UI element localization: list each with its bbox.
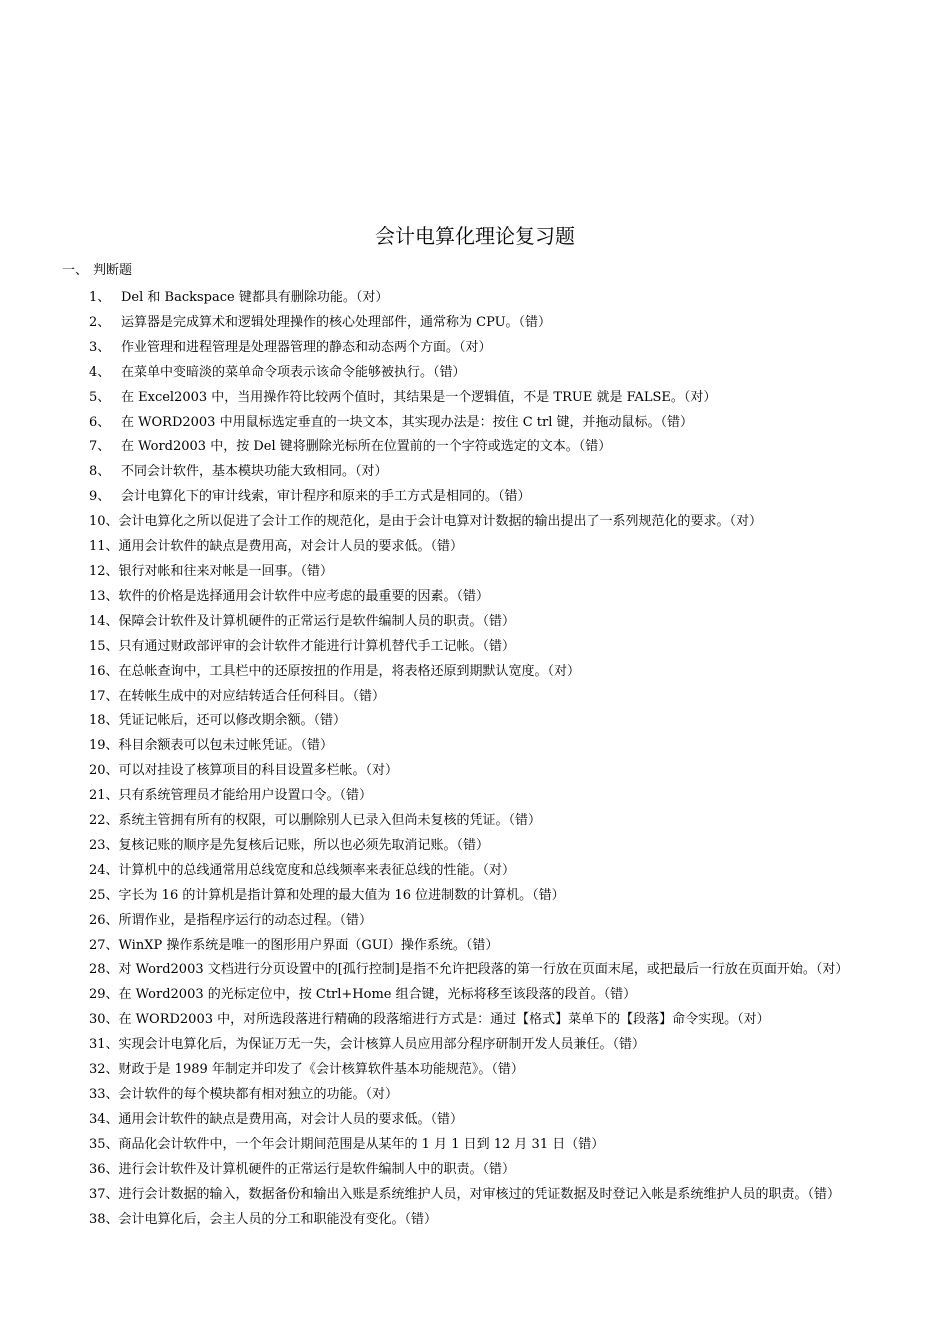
question-item bbox=[89, 1083, 899, 1108]
question-item bbox=[89, 958, 899, 983]
question-text: 商品化会计软件中，一个年会计期间范围是从某年的 1 月 1 日到 12 月 31 日（错） bbox=[118, 1136, 605, 1152]
question-number: 11、 bbox=[89, 539, 119, 555]
question-item bbox=[89, 983, 899, 1008]
question-text: 银行对帐和往来对帐是一回事。（错） bbox=[118, 563, 334, 579]
question-item bbox=[89, 1058, 899, 1083]
question-number: 12、 bbox=[89, 563, 119, 579]
question-item bbox=[89, 635, 899, 660]
question-item bbox=[89, 411, 899, 436]
question-text: 在 WORD2003 中，对所选段落进行精确的段落缩进行方式是：通过【格式】菜单下的【段落】命令实现。（对） bbox=[118, 1012, 770, 1028]
section-heading-text: 判断题 bbox=[93, 263, 133, 278]
question-text: 会计电算化下的审计线索，审计程序和原来的手工方式是相同的。（错） bbox=[121, 489, 531, 505]
question-item bbox=[89, 834, 899, 859]
question-text: Del 和 Backspace 键都具有删除功能。（对） bbox=[121, 290, 389, 305]
question-item bbox=[89, 510, 899, 535]
question-number: 1、 bbox=[89, 290, 111, 305]
question-number: 38、 bbox=[89, 1211, 119, 1227]
question-item bbox=[89, 1158, 899, 1183]
question-item bbox=[89, 884, 899, 909]
question-item bbox=[89, 1208, 899, 1233]
question-text: 只有通过财政部评审的会计软件才能进行计算机替代手工记帐。（错） bbox=[118, 638, 516, 654]
section-heading bbox=[62, 261, 132, 281]
question-item bbox=[89, 535, 899, 560]
question-number: 37、 bbox=[89, 1186, 119, 1202]
question-item bbox=[89, 386, 899, 411]
question-number: 35、 bbox=[89, 1136, 119, 1152]
question-number: 32、 bbox=[89, 1062, 119, 1078]
question-text: 软件的价格是选择通用会计软件中应考虑的最重要的因素。（错） bbox=[118, 588, 490, 604]
question-text: 通用会计软件的缺点是费用高，对会计人员的要求低。（错） bbox=[118, 1111, 464, 1127]
question-number: 29、 bbox=[89, 987, 119, 1003]
question-text: 在总帐查询中，工具栏中的还原按扭的作用是，将表格还原到期默认宽度。（对） bbox=[118, 663, 581, 679]
question-item bbox=[89, 485, 899, 510]
question-item bbox=[89, 336, 899, 361]
question-number: 16、 bbox=[89, 663, 119, 679]
question-item bbox=[89, 759, 899, 784]
question-text: 会计电算化后，会主人员的分工和职能没有变化。（错） bbox=[118, 1211, 438, 1227]
question-item bbox=[89, 660, 899, 685]
question-text: 在菜单中变暗淡的菜单命令项表示该命令能够被执行。（错） bbox=[121, 364, 466, 380]
question-item bbox=[89, 909, 899, 934]
question-number: 33、 bbox=[89, 1087, 119, 1102]
question-text: 在 WORD2003 中用鼠标选定垂直的一块文本，其实现办法是：按住 C trl 键，并拖动鼠标。（错） bbox=[121, 414, 694, 430]
question-text: 会计软件的每个模块都有相对独立的功能。（对） bbox=[118, 1087, 399, 1102]
question-number: 19、 bbox=[89, 738, 119, 754]
question-text: 所谓作业，是指程序运行的动态过程。（错） bbox=[118, 912, 373, 928]
question-text: 只有系统管理员才能给用户设置口令。（错） bbox=[118, 788, 373, 804]
question-number: 24、 bbox=[89, 862, 119, 878]
question-number: 15、 bbox=[89, 638, 119, 654]
question-number: 9、 bbox=[89, 489, 111, 505]
question-text: 计算机中的总线通常用总线宽度和总线频率来表征总线的性能。（对） bbox=[118, 862, 516, 878]
question-text: 在 Word2003 中，按 Del 键将删除光标所在位置前的一个字符或选定的文本。（错） bbox=[121, 439, 612, 455]
question-number: 20、 bbox=[89, 763, 119, 779]
question-item bbox=[89, 1183, 899, 1208]
question-item bbox=[89, 734, 899, 759]
question-text: 科目余额表可以包未过帐凭证。（错） bbox=[118, 738, 334, 754]
question-text: 运算器是完成算术和逻辑处理操作的核心处理部件，通常称为 CPU。（错） bbox=[121, 314, 552, 330]
question-number: 18、 bbox=[89, 713, 119, 729]
question-item bbox=[89, 361, 899, 386]
question-item bbox=[89, 709, 899, 734]
question-number: 21、 bbox=[89, 788, 119, 804]
question-item bbox=[89, 610, 899, 635]
question-text: 实现会计电算化后，为保证万无一失，会计核算人员应用部分程序研制开发人员兼任。（错） bbox=[118, 1037, 646, 1053]
question-number: 14、 bbox=[89, 613, 119, 629]
question-number: 28、 bbox=[89, 962, 119, 978]
question-number: 27、 bbox=[89, 937, 119, 953]
question-item bbox=[89, 934, 899, 959]
question-text: 凭证记帐后，还可以修改期余额。（错） bbox=[118, 713, 347, 729]
question-text: 系统主管拥有所有的权限，可以删除别人已录入但尚未复核的凭证。（错） bbox=[118, 813, 542, 829]
question-number: 13、 bbox=[89, 588, 119, 604]
question-number: 36、 bbox=[89, 1161, 119, 1177]
question-number: 30、 bbox=[89, 1012, 119, 1028]
question-item bbox=[89, 585, 899, 610]
question-text: 保障会计软件及计算机硬件的正常运行是软件编制人员的职责。（错） bbox=[118, 613, 516, 629]
question-number: 25、 bbox=[89, 887, 119, 903]
question-text: 在 Excel2003 中，当用操作符比较两个值时，其结果是一个逻辑值，不是 TRUE 就是 FALSE。（对） bbox=[121, 389, 717, 405]
question-item bbox=[89, 859, 899, 884]
question-number: 6、 bbox=[89, 414, 111, 430]
question-item bbox=[89, 460, 899, 485]
question-number: 26、 bbox=[89, 912, 119, 928]
question-list bbox=[89, 286, 899, 1232]
question-item bbox=[89, 784, 899, 809]
question-text: 通用会计软件的缺点是费用高，对会计人员的要求低。（错） bbox=[118, 539, 464, 555]
question-item bbox=[89, 1133, 899, 1158]
question-text: 可以对挂设了核算项目的科目设置多栏帐。（对） bbox=[118, 763, 399, 779]
question-number: 7、 bbox=[89, 439, 111, 455]
question-item bbox=[89, 311, 899, 336]
question-number: 34、 bbox=[89, 1111, 119, 1127]
question-text: 对 Word2003 文档进行分页设置中的[孤行控制]是指不允许把段落的第一行放在页面末尾，或把最后一行放在页面开始。（对） bbox=[118, 962, 849, 978]
question-text: 财政于是 1989 年制定并印发了《会计核算软件基本功能规范》。（错） bbox=[118, 1062, 524, 1078]
document-title: 会计电算化理论复习题 bbox=[375, 224, 575, 248]
question-item bbox=[89, 809, 899, 834]
question-text: 作业管理和进程管理是处理器管理的静态和动态两个方面。（对） bbox=[121, 339, 492, 355]
question-text: 会计电算化之所以促进了会计工作的规范化，是由于会计电算对计数据的输出提出了一系列规范化的要求。（对） bbox=[118, 514, 763, 530]
question-item bbox=[89, 435, 899, 460]
question-number: 2、 bbox=[89, 314, 111, 330]
question-number: 4、 bbox=[89, 364, 111, 380]
question-item bbox=[89, 685, 899, 710]
question-text: 进行会计数据的输入，数据备份和输出入账是系统维护人员，对审核过的凭证数据及时登记入帐是系统维护人员的职责。（错） bbox=[118, 1186, 841, 1202]
question-text: 复核记账的顺序是先复核后记账，所以也必须先取消记账。（错） bbox=[118, 837, 490, 853]
section-number: 一、 bbox=[62, 263, 89, 278]
question-number: 22、 bbox=[89, 813, 119, 829]
question-text: 字长为 16 的计算机是指计算和处理的最大值为 16 位进制数的计算机。（错） bbox=[118, 887, 565, 903]
question-text: 进行会计软件及计算机硬件的正常运行是软件编制人中的职责。（错） bbox=[118, 1161, 516, 1177]
question-number: 5、 bbox=[89, 389, 111, 405]
question-text: WinXP 操作系统是唯一的图形用户界面（GUI）操作系统。（错） bbox=[118, 937, 499, 953]
question-text: 在 Word2003 的光标定位中，按 Ctrl+Home 组合键，光标将移至该段落的段首。（错） bbox=[118, 987, 637, 1003]
question-text: 在转帐生成中的对应结转适合任何科目。（错） bbox=[118, 688, 386, 704]
question-number: 10、 bbox=[89, 514, 119, 530]
question-number: 8、 bbox=[89, 464, 111, 480]
question-number: 3、 bbox=[89, 339, 111, 355]
question-item bbox=[89, 286, 899, 311]
question-item bbox=[89, 560, 899, 585]
question-text: 不同会计软件，基本模块功能大致相同。（对） bbox=[121, 464, 388, 480]
question-number: 31、 bbox=[89, 1037, 119, 1053]
question-number: 17、 bbox=[89, 688, 119, 704]
question-item bbox=[89, 1108, 899, 1133]
question-number: 23、 bbox=[89, 837, 119, 853]
question-item bbox=[89, 1008, 899, 1033]
question-item bbox=[89, 1033, 899, 1058]
